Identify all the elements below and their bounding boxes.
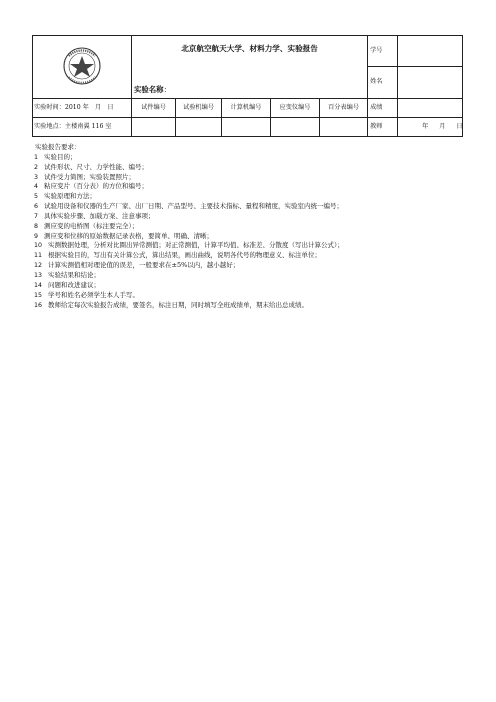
requirement-item	[34, 163, 474, 173]
requirement-number: 13	[34, 271, 43, 279]
strain-gauge-number-value[interactable]	[271, 118, 320, 137]
requirement-text: 实验原理和方法；	[44, 192, 96, 201]
requirement-text: 计算实测值相对理论值的误差，一般要求在±5%以内，越小越好；	[48, 261, 240, 270]
report-title: 北京航空航天大学、材料力学、实验报告	[181, 44, 318, 53]
computer-number-value[interactable]	[222, 118, 271, 137]
experiment-name-label: 实验名称：	[134, 85, 171, 94]
requirement-text: 实测数据处理，分析对比圈出异常测值；对正常测值，计算平均值、标准差、分散度（写出计算公式）；	[48, 241, 344, 250]
requirement-text: 测应变的电桥图（标注要完全）；	[44, 221, 139, 230]
student-name-value[interactable]	[398, 67, 463, 99]
requirement-text: 实验结果和结论；	[48, 270, 100, 279]
requirement-item	[34, 301, 474, 311]
requirement-number: 14	[34, 281, 43, 289]
date-month: 月	[439, 122, 446, 130]
date-day: 日	[456, 122, 463, 130]
requirement-number: 11	[34, 252, 43, 260]
requirement-number: 1	[34, 153, 39, 161]
dial-indicator-number-value[interactable]	[320, 118, 368, 137]
requirement-text: 教师给定每次实验报告成绩，要签名，标注日期，同时填写全班成绩单，期末给出总成绩。	[48, 300, 308, 309]
requirement-text: 学号和姓名必须学生本人手写。	[48, 290, 139, 299]
strain-gauge-number-header: 应变仪编号	[271, 99, 320, 118]
requirement-number: 3	[34, 173, 39, 181]
requirement-item	[34, 261, 474, 271]
logo-cell	[33, 36, 132, 99]
requirement-item	[34, 222, 474, 232]
requirement-item	[34, 271, 474, 281]
requirement-text: 测应变和位移的原始数据记录表格，要简单、明确、清晰；	[44, 231, 213, 240]
computer-number-header: 计算机编号	[222, 99, 271, 118]
requirement-number: 12	[34, 262, 43, 270]
requirements-list	[34, 143, 474, 310]
requirement-number: 5	[34, 193, 39, 201]
testing-machine-number-header: 试验机编号	[176, 99, 222, 118]
requirement-item	[34, 212, 474, 222]
student-id-label: 学号	[368, 36, 398, 67]
requirement-item	[34, 281, 474, 291]
experiment-location-label: 实验地点：主楼南翼 116 室	[33, 118, 132, 137]
requirement-item	[34, 291, 474, 301]
teacher-date[interactable]	[398, 118, 463, 137]
requirement-item	[34, 153, 474, 163]
specimen-number-value[interactable]	[132, 118, 176, 137]
requirement-item	[34, 192, 474, 202]
title-cell	[132, 36, 368, 99]
teacher-label: 教师	[368, 118, 398, 137]
requirement-number: 2	[34, 163, 39, 171]
requirement-text: 试件形状、尺寸、力学性能、编号；	[44, 162, 148, 171]
specimen-number-header: 试件编号	[132, 99, 176, 118]
requirement-item	[34, 241, 474, 251]
requirement-item	[34, 251, 474, 261]
requirement-text: 试件受力简图；实验装置照片；	[44, 172, 135, 181]
requirement-item	[34, 173, 474, 183]
testing-machine-number-value[interactable]	[176, 118, 222, 137]
dial-indicator-number-header: 百分表编号	[320, 99, 368, 118]
requirement-text: 具体实验步骤、加载方案、注意事项；	[44, 211, 155, 220]
requirement-item	[34, 182, 474, 192]
university-logo	[57, 45, 107, 87]
experiment-time-label: 实验时间：2010 年 月 日	[33, 99, 132, 118]
student-id-value[interactable]	[398, 36, 463, 67]
requirement-number: 10	[34, 242, 43, 250]
date-year: 年	[422, 122, 429, 130]
requirement-number: 4	[34, 183, 39, 191]
requirement-number: 16	[34, 301, 43, 309]
requirements-heading: 实验报告要求：	[35, 143, 81, 151]
student-name-label: 姓名	[368, 67, 398, 99]
requirement-number: 9	[34, 232, 39, 240]
requirement-text: 根据实验目的，写出有关计算公式，算出结果，画出曲线，说明各代号的物理意义、标注单位；	[48, 251, 321, 260]
requirement-item	[34, 232, 474, 242]
grade-value[interactable]	[398, 99, 463, 118]
report-header-table	[32, 35, 463, 137]
requirement-text: 问题和改进建议；	[48, 280, 100, 289]
requirement-number: 7	[34, 212, 39, 220]
requirement-text: 试验用设备和仪器的生产厂家、出厂日期、产品型号、主要技术指标、量程和精度，实验室内统一编号；	[44, 202, 343, 211]
requirement-text: 粘应变片（百分表）的方位和编号；	[44, 182, 148, 191]
requirement-number: 6	[34, 203, 39, 211]
grade-label: 成绩	[368, 99, 398, 118]
requirement-text: 实验目的；	[44, 152, 77, 161]
requirement-item	[34, 202, 474, 212]
requirement-number: 15	[34, 291, 43, 299]
requirement-number: 8	[34, 222, 39, 230]
